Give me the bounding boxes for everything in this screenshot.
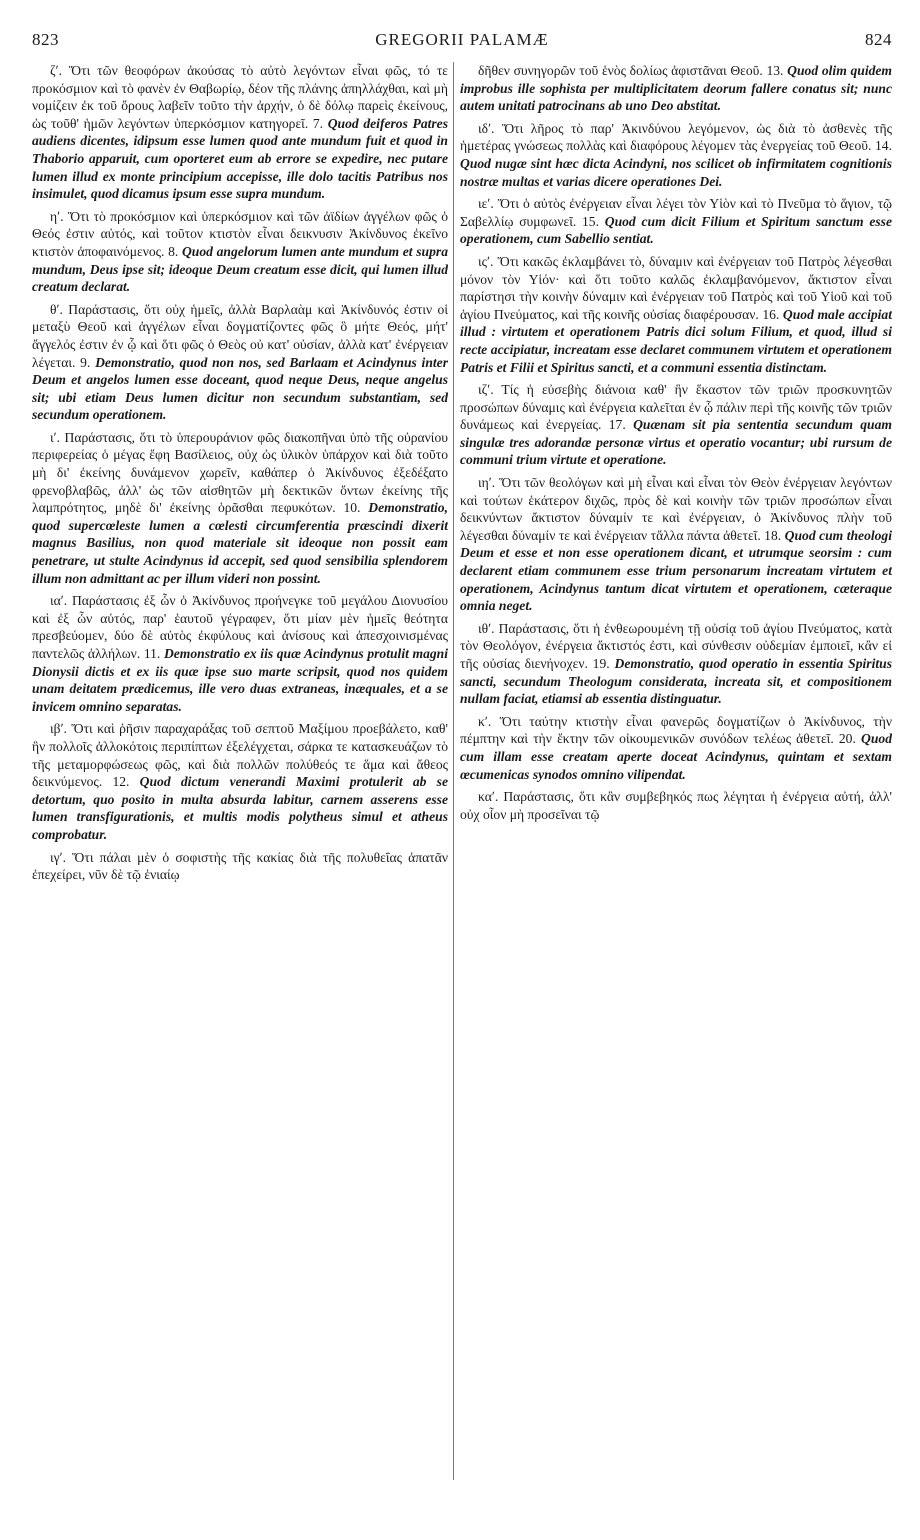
right-column (460, 62, 892, 1520)
greek-text: ιʹ. Παράστασις, ὅτι τὸ ὑπερουράνιον φῶς διακοπῆναι ὑπὸ τῆς οὐρανίου περιφερείας ὁ μέγας ἔφη Βασίλειος, οὐχ ὡς ὑλικὸν ὑπάρχον καὶ διὰ τοῦτο μὴ δι' ἐκείνης δυνάμενον χωρεῖν, καθάπερ ὁ Ἀκίνδυνος ἐξεδέξατο φρενοβλαβῶς, ἀλλ' ὡς τῶν αἰσθητῶν μὴ δεκτικῶν ὄντων ἐκείνης τῆς λαμπρότητος, μηδὲ δι' ἐκείνης ὁρᾶσθαι πεφυκότων. 10. (32, 429, 448, 516)
paragraph (32, 301, 448, 424)
page-header (32, 30, 892, 54)
left-column (32, 62, 448, 1520)
paragraph (32, 208, 448, 296)
greek-text: θʹ. Παράστασις, ὅτι οὐχ ἡμεῖς, ἀλλὰ Βαρλαὰμ καὶ Ἀκίνδυνός ἐστιν οἱ μεταξὺ Θεοῦ καὶ ἀγγέλων εἶναι δογματίζοντες φῶς ὃ μήτε Θεός, μήτ' ἄγγελός ἐστιν ἐν ᾧ καὶ ὅτι φῶς ὁ Θεὸς οὐ κατ' οὐσίαν, ἀλλὰ κατ' ἐνέργειαν λέγεται. 9. (32, 301, 448, 370)
greek-text: ιαʹ. Παράστασις ἐξ ὧν ὁ Ἀκίνδυνος προήνεγκε τοῦ μεγάλου Διονυσίου καὶ ἐξ ὧν αὐτός, παρ' ἑαυτοῦ γέγραφεν, ὅτι μίαν μὲν ἡμεῖς θεότητα πρεσβεύομεν, δύο δὲ αὐτὸς ἐκφύλους καὶ ἀνίσους καὶ ἀπεσχοινισμένας παντελῶς ἀλλήλων. 11. (32, 593, 448, 661)
latin-text: Quod cum dicit Filium et Spiritum sanctum esse operationem, cum Sabellio sentiat. (460, 213, 892, 247)
greek-text: ιεʹ. Ὅτι ὁ αὐτὸς ἐνέργειαν εἶναι λέγει τὸν Υἱὸν καὶ τὸ Πνεῦμα τὸ ἅγιον, τῷ Σαβελλίῳ συμφωνεῖ. 15. (460, 196, 892, 229)
latin-text: Quod dictum venerandi Maximi protulerit ab se detortum, quo posito in multa absurda labitur, carnem asserens esse lumen transfigurationis, et multis modis polytheus simul et atheus comprobatur. (32, 774, 448, 842)
latin-text: Demonstratio, quod supercœleste lumen a cœlesti circumferentia præscindi dixerit magnus Basilius, non quod materiale sit ideoque non possit eam penetrare, ut stulte Acindynus id accepit, sed quod sensibilia splendorem illum non admittant ac per illum videri non possint. (32, 500, 448, 586)
greek-text: ηʹ. Ὅτι τὸ προκόσμιον καὶ ὑπερκόσμιον καὶ τῶν ἀϊδίων ἀγγέλων φῶς ὁ Θεός ἐστιν αὐτός, καὶ τοῦτον κτιστὸν εἶναι δεικνυσιν Ἀκίνδυνος ἐκεῖνο κτιστὸν ἀποφαινόμενος. 8. (32, 208, 448, 259)
running-title: GREGORII PALAMÆ (375, 30, 549, 49)
latin-text: Quod olim quidem improbus ille sophista per multiplicitatem deorum fallere conatus sit; nunc autem unitati patrocinans ab uno Deo abstitat. (460, 63, 892, 114)
latin-text: Demonstratio, quod non nos, sed Barlaam et Acindynus inter Deum et angelos lumen esse doceant, quod neque Deus, neque angelus sit; ubi etiam Deus lumen dicitur non secundum substantiam, sed secundum operationem. (32, 354, 448, 423)
paragraph (460, 620, 892, 708)
greek-text: κʹ. Ὅτι ταύτην κτιστὴν εἶναι φανερῶς δογματίζων ὁ Ἀκίνδυνος, τὴν πέμπτην καὶ τὴν ἕκτην τῶν οἰκουμενικῶν συνόδων τελέως ἀθετεῖ. 20. (460, 713, 892, 747)
greek-text: ιγʹ. Ὅτι πάλαι μὲν ὁ σοφιστὴς τῆς κακίας διὰ τῆς πολυθεΐας ἀπατᾶν ἐπεχείρει, νῦν δὲ τῷ ἑνιαίῳ (32, 849, 448, 883)
greek-text: ιδʹ. Ὅτι λῆρος τὸ παρ' Ἀκινδύνου λεγόμενον, ὡς διὰ τὸ ἀσθενὲς τῆς ἡμετέρας γνώσεως πολλὰς καὶ διαφόρους λέγομεν τὰς ἐνεργείας τοῦ Θεοῦ. 14. (460, 120, 892, 154)
paragraph (460, 62, 892, 115)
page-number-left: 823 (32, 30, 59, 49)
latin-text: Demonstratio ex iis quæ Acindynus protulit magni Dionysii dictis et ex iis quæ ipse suo marte scripsit, quod nos quidem unam deitatem prædicemus, ille vero duas extraneas, inæquales, et a se invicem omnino separatas. (32, 646, 448, 714)
latin-text: Quod deiferos Patres audiens dicentes, idipsum esse lumen quod ante mundum fuit et quod in Thaborio apparuit, cum oporteret eum ab errore se expedire, nec putare lumen illud ex monte principium accepisse, ille dolo tacitis Patribus nos insimulet, quod dicamus ipsum esse supra mundum. (32, 115, 448, 202)
paragraph (460, 253, 892, 376)
column-separator (453, 62, 454, 1480)
greek-text: καʹ. Παράστασις, ὅτι κἂν συμβεβηκός πως λέγηται ἡ ἐνέργεια αὐτή, ἀλλ' οὐχ οἷον μὴ προσεῖναι τῷ (460, 789, 892, 822)
latin-text: Quod nugæ sint hæc dicta Acindyni, nos scilicet ob infirmitatem cognitionis nostræ multas et varias dicere operationes Dei. (460, 155, 892, 189)
greek-text: ιηʹ. Ὅτι τῶν θεολόγων καὶ μὴ εἶναι καὶ εἶναι τὸν Θεὸν ἐνέργειαν λεγόντων καὶ τούτων ἑκάτερον διχῶς, πρὸς δὲ καὶ κοινὴν τῶν τριῶν προσώπων εἶναι δεικνύντων ἄκτιστον δύναμίν τε καὶ ἐνέργειαν, ὁ Ἀκίνδυνος πλὴν τοῦ λέγεσθαι δύναμίν τε καὶ ἐνέργειαν τἄλλα πάντα ἀθετεῖ. 18. (460, 475, 892, 543)
latin-text: Quod cum illam esse creatam aperte doceat Acindynus, quintam et sextam œcumenicas synodos omnino vilipendat. (460, 731, 892, 782)
paragraph (32, 849, 448, 884)
greek-text: δῆθεν συνηγορῶν τοῦ ἑνὸς δολίως ἀφιστᾶναι Θεοῦ. 13. (478, 63, 784, 78)
greek-text: ιζʹ. Τίς ἡ εὐσεβὴς διάνοια καθ' ἣν ἕκαστον τῶν τριῶν προσκυνητῶν προσώπων δύναμις καὶ ἐνέργεια καλεῖται ἐν ᾧ πάλιν περὶ τῆς κοινῆς τῶν τριῶν δυνάμεως καὶ ἐνεργείας. 17. (460, 382, 892, 433)
latin-text: Quod male accipiat illud : virtutem et operationem Patris dici solum Filium, et quod, illud si recte accipiatur, increatam esse declaret communem virtutem et operationem Patris et Filii et Spiritus sancti, et a communi essentia distinctam. (460, 306, 892, 375)
latin-text: Quod cum theologi Deum et esse et non esse operationem dicant, et utrumque seorsim : cum declarent etiam communem esse trium personarum increatam virtutem et operationem, Acindynus tantum dicat virtutem et operationem, cæteraque omnia neget. (460, 527, 892, 614)
paragraph (32, 429, 448, 587)
paragraph (460, 195, 892, 248)
paragraph (460, 713, 892, 783)
greek-text: ιθʹ. Παράστασις, ὅτι ἡ ἐνθεωρουμένη τῇ οὐσίᾳ τοῦ ἁγίου Πνεύματος, κατὰ τὸν Θεολόγον, ἐνέργεια ἄκτιστός ἐστι, καὶ σύνθεσιν οὐδεμίαν ἐμποιεῖ, κἂν εἰ τῆς οὐσίας διενήνοχεν. 19. (460, 620, 892, 671)
paragraph (32, 592, 448, 715)
greek-text: ζʹ. Ὅτι τῶν θεοφόρων ἀκούσας τὸ αὐτὸ λεγόντων εἶναι φῶς, τό τε προκόσμιον καὶ τὸ φανὲν ἐν Θαβωρίῳ, δέον τῆς πλάνης ἀπηλλάχθαι, καὶ μὴ νομίζειν ἐκ τοῦ ὄρους λαβεῖν τοῦτο τὴν ἀρχήν, ὁ δὲ δόλῳ παρεὶς ἐκείνους, ὡς τοῦθ' ἡμῶν λεγόντων ὑπερκόσμιον κατηγορεῖ. 7. (32, 63, 448, 131)
paragraph (460, 381, 892, 469)
latin-text: Demonstratio, quod operatio in essentia Spiritus sancti, secundum Theologum considerata, increata sit, et compositionem nullam faciat, etiamsi ab essentia distinguatur. (460, 656, 892, 707)
page-number-right: 824 (865, 30, 892, 49)
greek-text: ιςʹ. Ὅτι κακῶς ἐκλαμβάνει τὸ, δύναμιν καὶ ἐνέργειαν τοῦ Πατρὸς λέγεσθαι μόνον τὸν Υἱόν· καὶ ὅτι τοῦτο καλῶς ἐκλαμβανόμενον, ἄκτιστον εἶναι παρίστησι τὴν κοινὴν δύναμιν καὶ ἐνέργειαν τοῦ Πατρὸς καὶ τοῦ Υἱοῦ καὶ τοῦ ἁγίου Πνεύματος, καὶ τῆς κοινῆς οὐσίας διαφέρουσαν. 16. (460, 253, 892, 322)
paragraph (460, 120, 892, 190)
paragraph (32, 720, 448, 843)
paragraph (460, 788, 892, 823)
latin-text: Quod angelorum lumen ante mundum et supra mundum, Deus ipse sit; ideoque Deum creatum esse dicit, qui lumen illud creatum declarat. (32, 243, 448, 295)
paragraph (32, 62, 448, 203)
latin-text: Quænam sit pia sententia secundum quam singulæ tres adorandæ personæ virtus et operatio vocantur; ubi rursum de communi trium virtute et operatione. (460, 417, 892, 468)
text-columns (32, 62, 892, 1520)
greek-text: ιβʹ. Ὅτι καὶ ῥῆσιν παραχαράξας τοῦ σεπτοῦ Μαξίμου προεβάλετο, καθ' ἣν πολλοῖς ἀλλοκότοις περιπίπτων ἐξελέγχεται, σάρκα τε κατασκευάζων τὸ τῆς μεταμορφώσεως φῶς, καὶ διὰ πολλῶν πολύθεός τε ἅμα καὶ ἄθεος δεικνύμενος. 12. (32, 721, 448, 790)
paragraph (460, 474, 892, 615)
